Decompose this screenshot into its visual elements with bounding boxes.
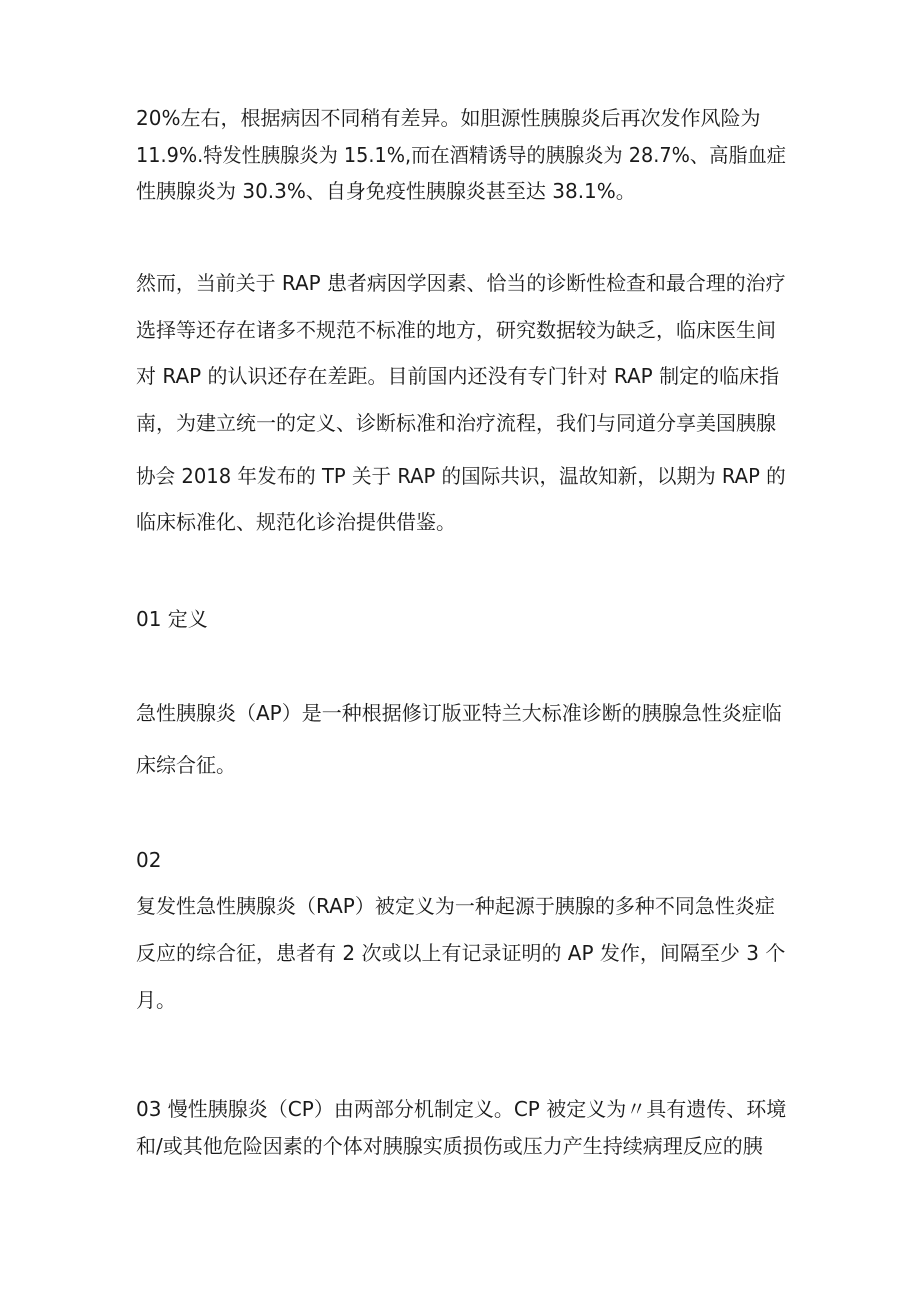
section-heading-01: 01 定义 xyxy=(136,607,208,631)
paragraph-2-line-6: 临床标准化、规范化诊治提供借鉴。 xyxy=(136,510,456,534)
paragraph-2-line-3: 对 RAP 的认识还存在差距。目前国内还没有专门针对 RAP 制定的临床指 xyxy=(136,364,780,388)
paragraph-4-line-3: 月。 xyxy=(136,988,176,1012)
paragraph-1-line-1: 20%左右，根据病因不同稍有差异。如胆源性胰腺炎后再次发作风险为 xyxy=(136,106,761,130)
paragraph-3-line-1: 急性胰腺炎（AP）是一种根据修订版亚特兰大标准诊断的胰腺急性炎症临 xyxy=(136,701,782,725)
paragraph-2-line-2: 选择等还存在诸多不规范不标准的地方，研究数据较为缺乏，临床医生间 xyxy=(136,318,776,342)
paragraph-2-line-1: 然而，当前关于 RAP 患者病因学因素、恰当的诊断性检查和最合理的治疗 xyxy=(136,271,786,295)
section-heading-02: 02 xyxy=(136,848,162,872)
paragraph-5-line-1: 03 慢性胰腺炎（CP）由两部分机制定义。CP 被定义为〃具有遗传、环境 xyxy=(136,1097,787,1121)
paragraph-5-line-2: 和/或其他危险因素的个体对胰腺实质损伤或压力产生持续病理反应的胰 xyxy=(136,1134,763,1158)
paragraph-1-line-2: 11.9%.特发性胰腺炎为 15.1%,而在酒精诱导的胰腺炎为 28.7%、高脂血症 xyxy=(136,143,787,167)
paragraph-4-line-2: 反应的综合征，患者有 2 次或以上有记录证明的 AP 发作，间隔至少 3 个 xyxy=(136,941,786,965)
paragraph-2-line-4: 南，为建立统一的定义、诊断标准和治疗流程，我们与同道分享美国胰腺 xyxy=(136,411,776,435)
paragraph-1-line-3: 性胰腺炎为 30.3%、自身免疫性胰腺炎甚至达 38.1%。 xyxy=(136,179,636,203)
paragraph-3-line-2: 床综合征。 xyxy=(136,753,236,777)
paragraph-2-line-5: 协会 2018 年发布的 TP 关于 RAP 的国际共识，温故知新，以期为 RAP 的 xyxy=(136,464,786,488)
paragraph-4-line-1: 复发性急性胰腺炎（RAP）被定义为一种起源于胰腺的多种不同急性炎症 xyxy=(136,894,775,918)
